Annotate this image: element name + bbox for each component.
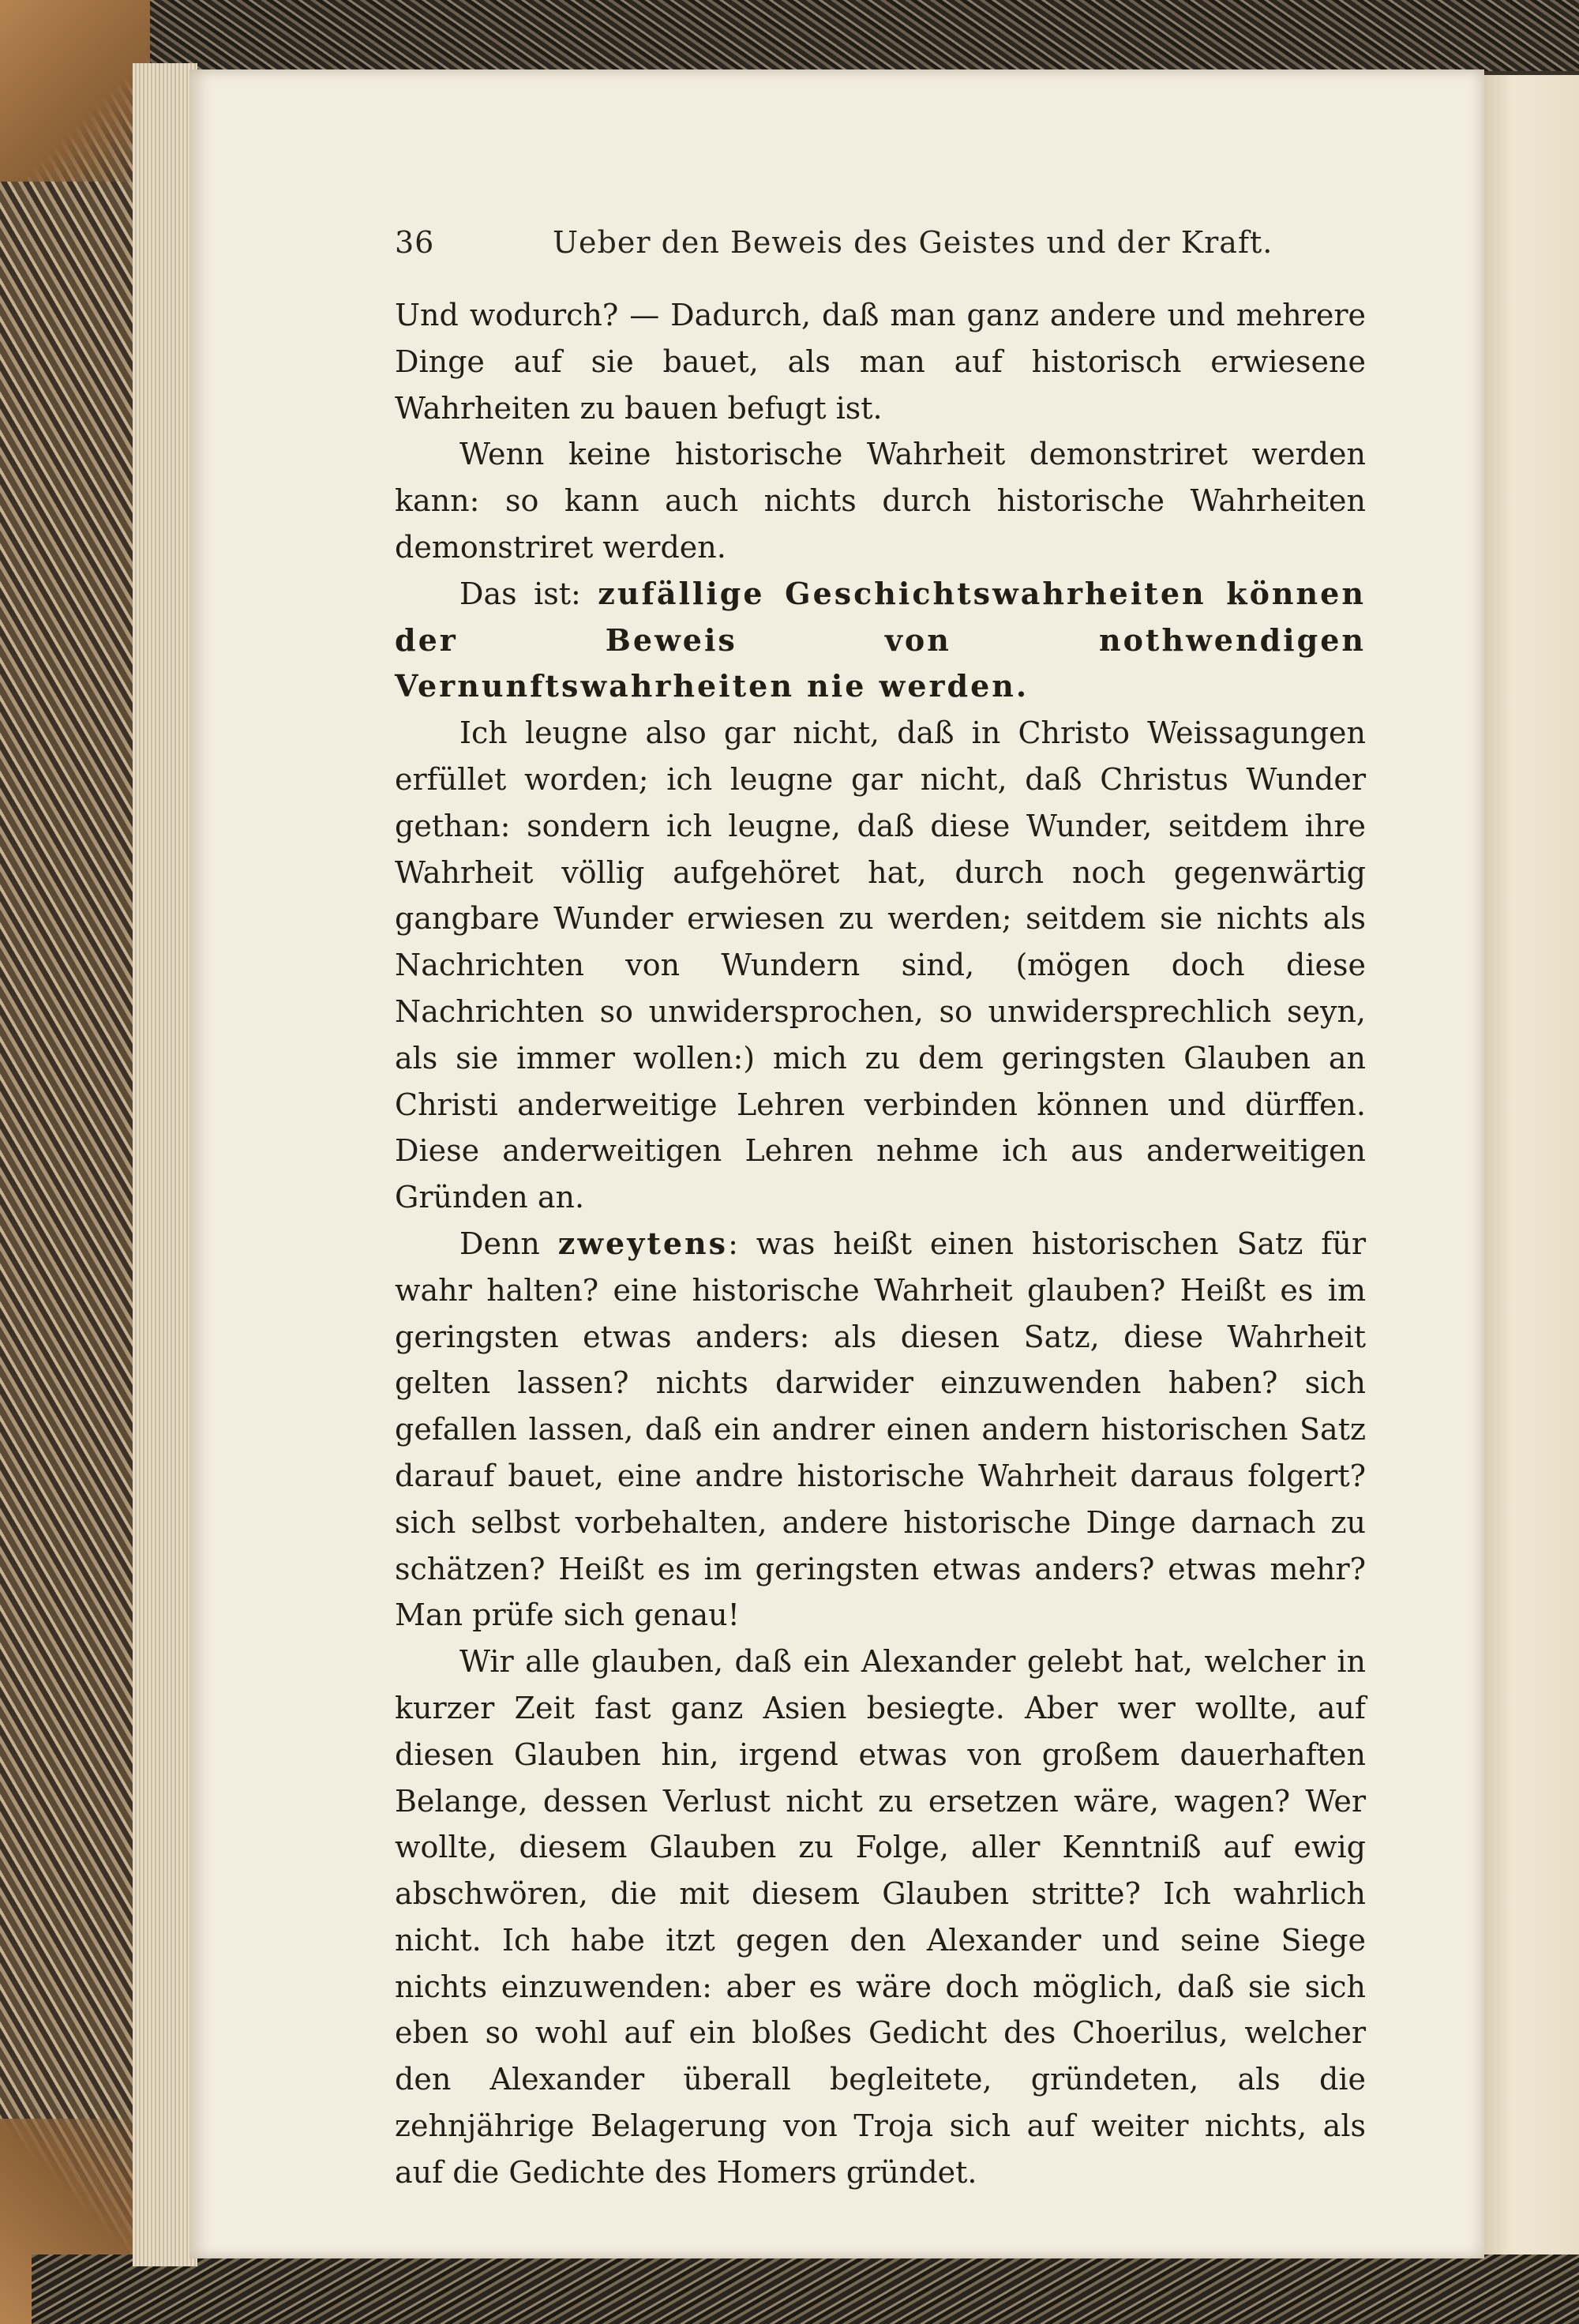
paragraph-5 [395,1221,1366,1639]
paragraph-5-emphasis: zweytens [557,1225,729,1261]
page-number: 36 [395,225,435,260]
book-cover-bottom-edge [32,2255,1579,2324]
running-title: Ueber den Beweis des Geistes und der Kraft. [553,225,1273,260]
page-edges [133,63,197,2266]
paragraph-3-lead: Das ist: [459,576,598,611]
book-cover-left-edge [0,0,150,2324]
paragraph-6: Wir alle glauben, daß ein Alexander gelebt hat, welcher in kurzer Zeit fast ganz Asien besiegte. Aber wer wollte, auf diesen Glauben hin, irgend etwas von großem dauerhaften Belange, dessen Verlust nicht zu ersetzen wäre, wagen? Wer wollte, diesem Glauben zu Folge, aller Kenntniß auf ewig abschwören, die mit diesem Glauben stritte? Ich wahrlich nicht. Ich habe itzt gegen den Alexander und seine Siege nichts einzuwenden: aber es wäre doch möglich, daß sie sich eben so wohl auf ein bloßes Gedicht des Choerilus, welcher den Alexander überall begleitete, gründeten, als die zehnjährige Belagerung von Troja sich auf weiter nichts, als auf die Gedichte des Homers gründet. [395,1644,1366,2190]
paragraph-2: Wenn keine historische Wahrheit demonstriret werden kann: so kann auch nichts durch historische Wahrheiten demonstriret werden. [395,437,1366,565]
paragraph-4: Ich leugne also gar nicht, daß in Christo Weissagungen erfüllet worden; ich leugne gar nicht, daß Christus Wunder gethan: sondern ich leugne, daß diese Wunder, seitdem ihre Wahrheit völlig aufgehöret hat, durch noch gegenwärtig gangbare Wunder erwiesen zu werden; seitdem sie nichts als Nachrichten von Wundern sind, (mögen doch diese Nachrichten so unwidersprochen, so unwidersprechlich seyn, als sie immer wollen:) mich zu dem geringsten Glauben an Christi anderweitige Lehren verbinden können und dürffen. Diese anderweitigen Lehren nehme ich aus anderweitigen Gründen an. [395,715,1366,1215]
facing-page-edge [1484,75,1579,2255]
book-cover-top-edge [32,0,1579,71]
body-text [395,292,1366,2196]
paragraph-3-emphasis: zufällige Geschichtswahrheiten können der Beweis von nothwendigen Vernunftswahrheiten nie werden. [395,575,1366,704]
paragraph-1: Und wodurch? — Dadurch, daß man ganz andere und mehrere Dinge auf sie bauet, als man auf historisch erwiesene Wahrheiten zu bauen befugt ist. [395,298,1366,426]
paragraph-3 [395,571,1366,710]
running-head [395,225,1500,272]
paragraph-5-lead: Denn [459,1226,558,1261]
paragraph-5-rest: : was heißt einen historischen Satz für wahr halten? eine historische Wahrheit glauben? Heißt es im geringsten etwas anders: als diesen Satz, diese Wahrheit gelten lassen? nichts darwider einzuwenden haben? sich gefallen lassen, daß ein andrer einen andern historischen Satz darauf bauet, eine andre historische Wahrheit daraus folgert? sich selbst vorbehalten, andere historische Dinge darnach zu schätzen? Heißt es im geringsten etwas anders? etwas mehr? Man prüfe sich genau! [395,1226,1366,1633]
